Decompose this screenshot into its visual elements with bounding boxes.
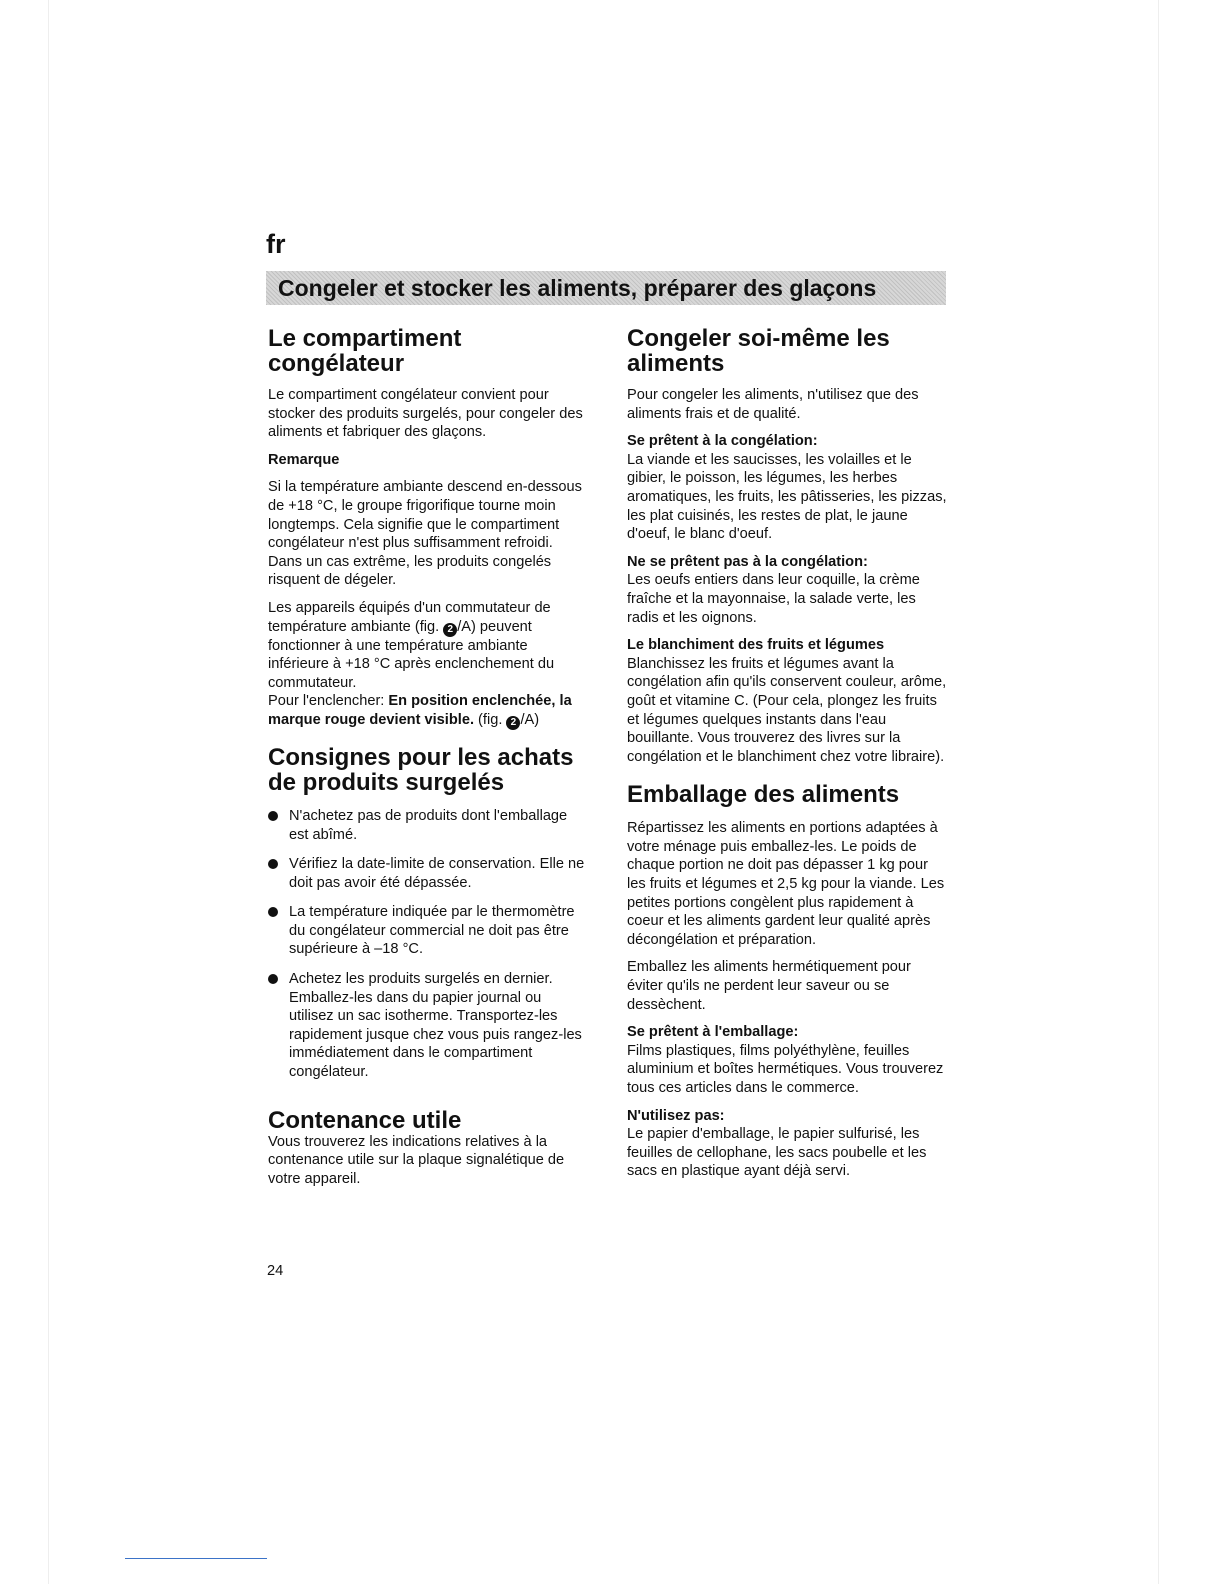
heading-compartment-line2: congélateur [268,350,405,377]
list-item-text: La température indiquée par le thermomètre du congélateur commercial ne doit pas être supérieure à –18 °C. [289,904,575,958]
switch-text-part2: /A) peuvent fonctionner à une température ambiante inférieure à +18 °C après enclenchement du commutateur. [268,618,555,691]
heading-purchase-line1: Consignes pour les achats [268,743,574,771]
banner-title: Congeler et stocker les aliments, préparer des glaçons [278,275,877,301]
unsuitable-label: Ne se prêtent pas à la congélation: [627,553,868,570]
purchase-list [268,807,588,1082]
page-edge-right [1158,0,1159,1584]
blanch-label: Le blanchiment des fruits et légumes [627,637,885,654]
page-number: 24 [267,1263,284,1279]
right-column [627,326,949,1181]
heading-freeze-line1: Congeler soi-même les [627,325,890,352]
bullet-icon [268,811,278,821]
packaging-para1: Répartissez les aliments en portions adaptées à votre ménage puis emballez-les. Le poids de chaque portion ne doit pas dépasser 1 kg pour les fruits et légumes et 2,5 kg pour la viande. Les petites portions congèlent plus rapidement à coeur et les aliments gardent leur qualité après décongélation et préparation. [627,820,945,948]
engage-prefix: Pour l'enclencher: [268,693,389,710]
engage-fig-prefix: (fig. [474,711,507,728]
engage-fig-suffix: /A) [520,711,540,728]
note-label: Remarque [268,451,340,468]
list-item-text: Vérifiez la date-limite de conservation. Elle ne doit pas avoir été dépassée. [289,856,585,891]
page-edge-left [48,0,49,1584]
packaging-suitable-text: Films plastiques, films polyéthylène, feuilles aluminium et boîtes hermétiques. Vous trouverez tous ces articles dans le commerce. [627,1042,944,1096]
language-code: fr [266,229,286,259]
heading-freeze-line2: aliments [627,350,725,377]
note-text: Si la température ambiante descend en-dessous de +18 °C, le groupe frigorifique tourne moin longtemps. Cela signifie que le compartiment congélateur n'est plus suffisamment refroidi. Dans un cas extrême, les produits congelés risquent de dégeler. [268,479,582,589]
list-item [268,855,588,892]
heading-compartment-line1: Le compartiment [268,325,462,352]
figure-number-badge: 2 [443,623,457,637]
suitable-text: La viande et les saucisses, les volailles et le gibier, le poisson, les légumes, les herbes aromatiques, les fruits, les pâtisseries, les pizzas, les plat cuisinés, les restes de plat, le jaune d'oeuf, le blanc d'oeuf. [627,451,947,543]
heading-purchase-line2: de produits surgelés [268,768,505,796]
heading-compartment [268,326,588,376]
packaging-suitable-label: Se prêtent à l'emballage: [627,1024,799,1041]
packaging-avoid-text: Le papier d'emballage, le papier sulfurisé, les feuilles de cellophane, les sacs poubelle et les sacs en plastique ayant déjà servi. [627,1126,927,1180]
bottom-rule [125,1558,267,1559]
heading-freeze [627,326,949,376]
left-column [268,326,588,1188]
section-banner [266,271,946,305]
heading-packaging: Emballage des aliments [627,781,900,809]
figure-number-badge: 2 [506,716,520,730]
heading-purchase [268,745,588,795]
capacity-text: Vous trouverez les indications relatives à la contenance utile sur la plaque signalétique de votre appareil. [268,1133,565,1187]
heading-capacity: Contenance utile [268,1106,462,1134]
blanch-text: Blanchissez les fruits et légumes avant la congélation afin qu'ils conservent couleur, arôme, goût et vitamine C. (Pour cela, plongez les fruits et légumes quelques instants dans l'eau bouillante. Vous trouverez des livres sur la congélation et le blanchiment chez votre libraire). [627,655,947,765]
packaging-para2: Emballez les aliments hermétiquement pour éviter qu'ils ne perdent leur saveur ou se dessèchent. [627,959,911,1013]
packaging-avoid-label: N'utilisez pas: [627,1107,725,1124]
engage-bold-text: En position enclenchée, la marque rouge devient visible. [268,693,572,728]
bullet-icon [268,974,278,984]
compartment-intro: Le compartiment congélateur convient pour stocker des produits surgelés, pour congeler des aliments et fabriquer des glaçons. [268,387,583,441]
unsuitable-text: Les oeufs entiers dans leur coquille, la crème fraîche et la mayonnaise, la salade verte, les radis et les oignons. [627,572,920,626]
list-item [268,807,588,844]
bullet-icon [268,907,278,917]
bullet-icon [268,859,278,869]
freeze-intro: Pour congeler les aliments, n'utilisez que des aliments frais et de qualité. [627,387,919,422]
switch-text-part1: Les appareils équipés d'un commutateur de température ambiante (fig. [268,599,551,635]
list-item [268,903,588,959]
list-item-text: N'achetez pas de produits dont l'emballage est abîmé. [289,807,568,843]
list-item-text: Achetez les produits surgelés en dernier. Emballez-les dans du papier journal ou utilisez un sac isotherme. Transportez-les rapidement jusque chez vous puis rangez-les immédiatement dans le compartiment congélateur. [289,971,582,1081]
switch-paragraph [268,599,588,730]
list-item [268,970,588,1082]
suitable-label: Se prêtent à la congélation: [627,433,818,450]
